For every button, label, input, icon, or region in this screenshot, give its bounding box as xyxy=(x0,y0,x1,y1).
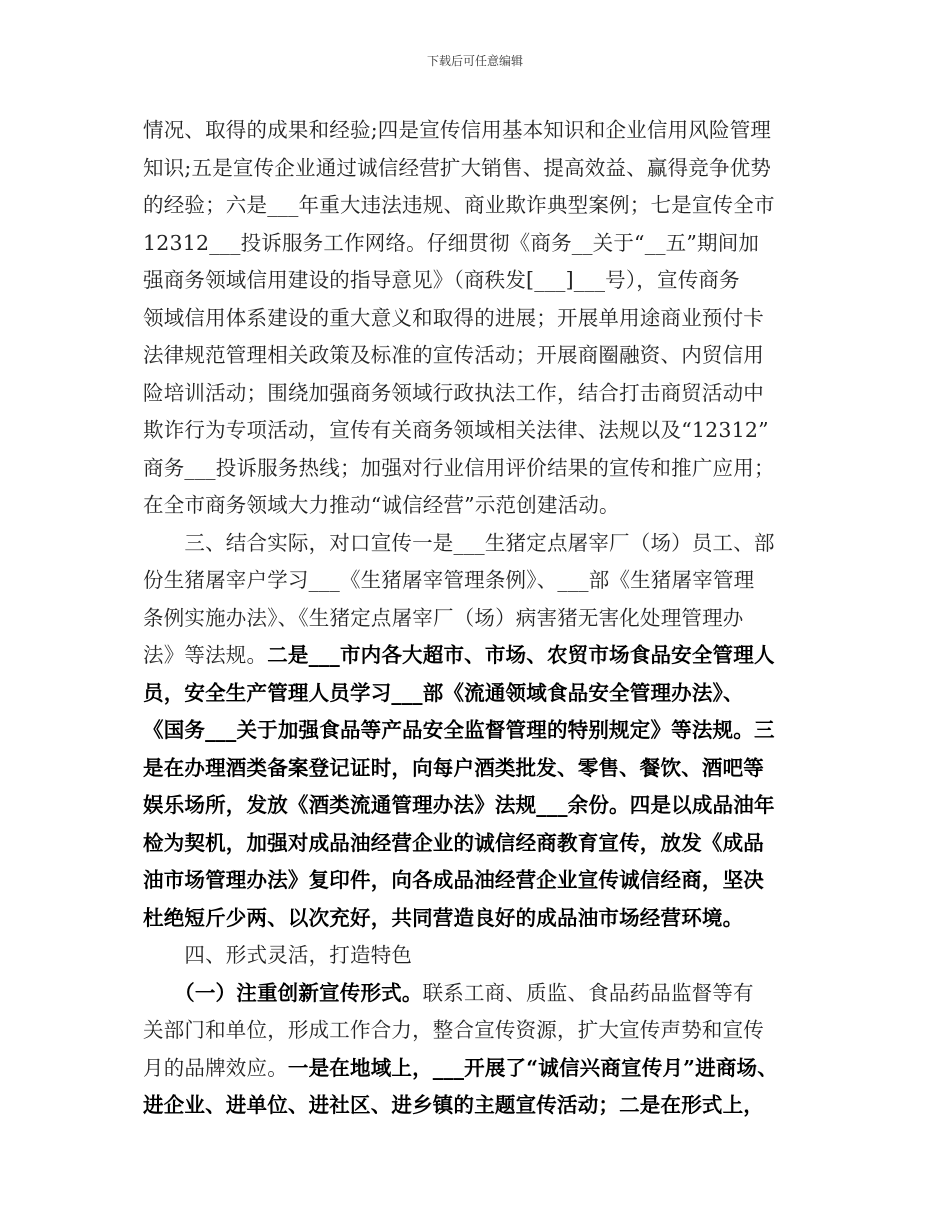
text-line xyxy=(143,263,740,293)
text-run: 条例实施办法》、《生猪定点屠宰厂（场）病害猪无害化处理管理办 xyxy=(143,605,744,630)
text-run: 关部门和单位，形成工作合力，整合宣传资源，扩大宣传声势和宣传 xyxy=(143,1018,764,1042)
text-line xyxy=(143,451,775,481)
text-run: 强商务领域信用建设的指导意见》（商秩发[___]___号），宣传商务 xyxy=(143,268,740,292)
text-line xyxy=(143,226,759,256)
text-line xyxy=(143,338,764,368)
bold-text-run: 一是在地域上，___开展了“诚信兴商宣传月”进商场、 xyxy=(287,1055,778,1080)
text-line xyxy=(143,826,764,856)
text-run: 法律规范管理相关政策及标准的宣传活动；开展商圈融资、内贸信用 xyxy=(143,343,764,367)
text-line xyxy=(143,376,764,406)
text-run: 四、形式灵活，打造特色 xyxy=(143,943,413,967)
text-line xyxy=(143,1013,764,1043)
text-line xyxy=(143,526,775,556)
bold-text-run: 进企业、进单位、进社区、进乡镇的主题宣传活动；二是在形式上， xyxy=(143,1093,764,1117)
text-run: 在全市商务领域大力推动“诚信经营”示范创建活动。 xyxy=(143,493,620,517)
text-line xyxy=(143,751,764,781)
text-line xyxy=(143,488,620,518)
text-run: 欺诈行为专项活动，宣传有关商务领域相关法律、法规以及“12312” xyxy=(143,418,769,442)
bold-text-run: 是在办理酒类备案登记证时，向每户酒类批发、零售、餐饮、酒吧等 xyxy=(143,755,764,780)
text-line xyxy=(143,188,775,218)
text-line xyxy=(143,976,754,1006)
text-line xyxy=(143,113,771,143)
text-run: 领域信用体系建设的重大意义和取得的进展；开展单用途商业预付卡 xyxy=(143,305,764,330)
text-run: 商务___投诉服务热线；加强对行业信用评价结果的宣传和推广应用； xyxy=(143,455,775,480)
text-line xyxy=(143,938,412,968)
text-line xyxy=(143,301,764,331)
text-run: 三、结合实际，对口宣传一是___生猪定点屠宰厂（场）员工、部 xyxy=(143,530,775,555)
text-line xyxy=(143,151,771,181)
text-line xyxy=(143,563,754,593)
text-run: 联系工商、质监、食品药品监督等有 xyxy=(422,980,754,1005)
text-line xyxy=(143,788,775,818)
bold-text-run: （一）注重创新宣传形式。 xyxy=(143,980,423,1005)
bold-text-run: 娱乐场所，发放《酒类流通管理办法》法规___余份。四是以成品油年 xyxy=(143,793,775,817)
bold-text-run: 检为契机，加强对成品油经营企业的诚信经商教育宣传，放发《成品 xyxy=(143,830,764,855)
text-line xyxy=(143,713,775,743)
text-run: 知识;五是宣传企业通过诚信经营扩大销售、提高效益、赢得竞争优势 xyxy=(143,155,772,180)
text-run: 份生猪屠宰户学习___《生猪屠宰管理条例》、___部《生猪屠宰管理 xyxy=(143,568,755,592)
text-run: 月的品牌效应。 xyxy=(143,1055,288,1080)
text-line xyxy=(143,1088,764,1118)
page-header: 下载后可任意编辑 xyxy=(426,54,523,68)
bold-text-run: 杜绝短斤少两、以次充好，共同营造良好的成品油市场经营环境。 xyxy=(143,905,744,930)
text-line xyxy=(143,413,769,443)
text-line xyxy=(143,601,744,631)
bold-text-run: 《国务___关于加强食品等产品安全监督管理的特别规定》等法规。三 xyxy=(143,718,775,742)
text-line xyxy=(143,863,764,893)
text-line xyxy=(143,676,744,706)
text-run: 情况、取得的成果和经验;四是宣传信用基本知识和企业信用风险管理 xyxy=(143,118,772,142)
text-run: 险培训活动；围绕加强商务领域行政执法工作，结合打击商贸活动中 xyxy=(143,380,764,405)
bold-text-run: 油市场管理办法》复印件，向各成品油经营企业宣传诚信经商，坚决 xyxy=(143,868,764,892)
text-line xyxy=(143,901,743,931)
bold-text-run: 员，安全生产管理人员学习___部《流通领域食品安全管理办法》、 xyxy=(143,680,744,705)
text-run: 的经验；六是___年重大违法违规、商业欺诈典型案例；七是宣传全市 xyxy=(143,193,775,217)
bold-text-run: 二是___市内各大超市、市场、农贸市场食品安全管理人 xyxy=(267,643,775,667)
text-line xyxy=(143,638,775,668)
text-run: 法》等法规。 xyxy=(143,643,268,667)
text-run: 12312___投诉服务工作网络。仔细贯彻《商务__关于“__五”期间加 xyxy=(143,230,760,255)
text-line xyxy=(143,1051,778,1081)
